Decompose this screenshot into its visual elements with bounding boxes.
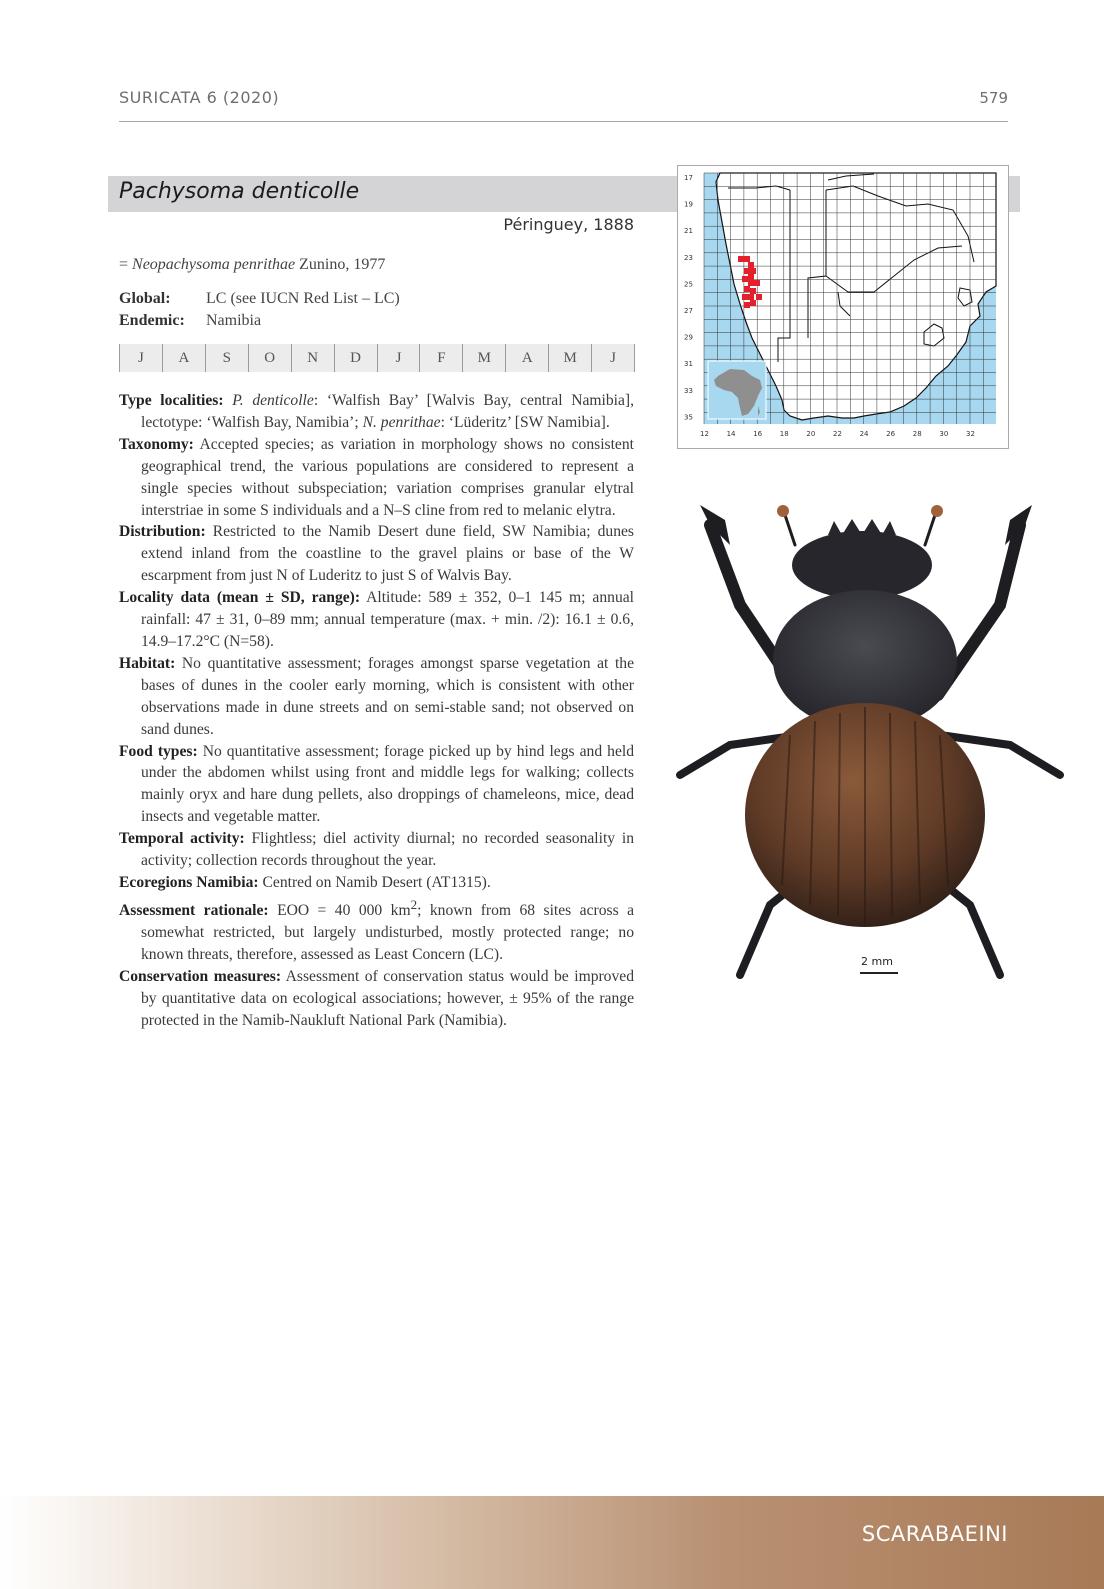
entry-text: Centred on Namib Desert (AT1315). — [258, 873, 491, 891]
distribution-map-svg — [678, 166, 1008, 448]
distribution-entry — [119, 521, 634, 587]
record-square — [742, 294, 748, 300]
global-status-row — [119, 288, 400, 310]
map-x-label: 26 — [886, 430, 896, 438]
superscript: 2 — [410, 896, 418, 912]
beetle-specimen-illustration — [670, 485, 1080, 995]
journal-title: SURICATA 6 (2020) — [119, 88, 280, 107]
temporal-activity-entry — [119, 828, 634, 872]
section-label: SCARABAEINI — [861, 1522, 1008, 1546]
record-square — [744, 286, 750, 292]
month-cell: A — [163, 344, 206, 372]
beetle-head — [792, 531, 932, 599]
entry-text: Assessment of conservation status would be improved by quantitative data on ecological associations; however, ± 95% of the range protected in the Namib-Naukluft National Park (Namibia). — [141, 967, 634, 1029]
record-square — [750, 300, 756, 306]
habitat-entry — [119, 653, 634, 741]
record-square — [756, 294, 762, 300]
synonym-author: Zunino, 1977 — [295, 256, 386, 273]
record-square — [748, 294, 754, 300]
global-label: Global: — [119, 290, 171, 307]
record-square — [750, 268, 756, 274]
record-square — [748, 280, 754, 286]
month-cell: F — [420, 344, 463, 372]
entry-text: Flightless; diel activity diurnal; no recorded seasonality in activity; collection records throughout the year. — [141, 830, 634, 870]
month-cell: M — [463, 344, 506, 372]
map-x-labels — [700, 430, 975, 438]
entry-text: : ‘Walfish Bay’ [Walvis Bay, central Namibia], lectotype: ‘Walfish Bay, Namibia’; — [141, 392, 634, 431]
entry-text: : ‘Lüderitz’ [SW Namibia]. — [440, 413, 610, 431]
scale-bar-label: 2 mm — [861, 955, 893, 968]
record-square — [738, 256, 744, 262]
map-x-label: 30 — [939, 430, 949, 438]
map-x-label: 22 — [833, 430, 842, 438]
map-x-label: 28 — [912, 430, 922, 438]
species-account — [119, 390, 634, 1031]
map-y-label: 29 — [684, 333, 693, 342]
entry-label: Food types: — [119, 742, 198, 760]
month-cell: A — [506, 344, 549, 372]
africa-inset — [708, 361, 766, 419]
month-cell: S — [206, 344, 249, 372]
map-y-label: 21 — [684, 227, 693, 236]
taxonomy-entry — [119, 434, 634, 522]
record-square — [754, 280, 760, 286]
record-square — [750, 288, 756, 294]
locality-entry — [119, 587, 634, 653]
synonym-prefix: = — [119, 256, 133, 273]
map-x-label: 18 — [779, 430, 789, 438]
header-rule — [119, 121, 1008, 122]
endemic-label: Endemic: — [119, 312, 185, 329]
month-cell: O — [249, 344, 292, 372]
map-y-label: 19 — [684, 200, 693, 209]
synonym-name: Neopachysoma penrithae — [132, 256, 296, 273]
month-bar — [119, 344, 635, 372]
taxon-name: N. penrithae — [362, 413, 441, 431]
species-authority: Péringuey, 1888 — [503, 215, 634, 234]
type-localities-entry — [119, 390, 634, 434]
assessment-entry — [119, 894, 634, 966]
species-title: Pachysoma denticolle — [119, 179, 360, 204]
map-y-label: 35 — [684, 413, 693, 422]
map-y-label: 33 — [684, 386, 693, 395]
map-x-label: 32 — [966, 430, 975, 438]
entry-label: Temporal activity: — [119, 830, 245, 848]
map-x-label: 16 — [753, 430, 763, 438]
conservation-entry — [119, 966, 634, 1032]
entry-label: Conservation measures: — [119, 967, 282, 985]
month-cell: D — [335, 344, 378, 372]
month-cell: M — [549, 344, 592, 372]
entry-text: No quantitative assessment; forage picked up by hind legs and held under the abdomen whilst using front and middle legs for walking; collects mainly oryx and hare dung pellets, also droppings of chameleons, mice, dead insects and vegetable matter. — [141, 742, 634, 826]
record-square — [748, 274, 754, 280]
month-cell: J — [378, 344, 421, 372]
entry-label: Ecoregions Namibia: — [119, 873, 259, 891]
entry-label: Assessment rationale: — [119, 902, 269, 920]
entry-label: Habitat: — [119, 654, 176, 672]
ecoregions-entry — [119, 872, 634, 894]
entry-label: Locality data (mean ± SD, range): — [119, 589, 361, 607]
map-y-label: 31 — [684, 360, 693, 369]
endemic-value: Namibia — [206, 312, 262, 329]
month-cell: J — [592, 344, 635, 372]
entry-label: Type localities: — [119, 392, 224, 409]
record-square — [748, 262, 754, 268]
endemic-status-row — [119, 310, 400, 332]
entry-text — [224, 392, 233, 409]
left-antenna-club — [777, 505, 789, 517]
status-block — [119, 288, 400, 332]
record-square — [744, 268, 750, 274]
entry-text: Altitude: 589 ± 352, 0–1 145 m; annual rainfall: 47 ± 31, 0–89 mm; annual temperature (max. + min. /2): 16.1 ± 0.6, 14.9–17.2°C (N=58). — [141, 589, 634, 650]
map-y-label: 23 — [684, 253, 693, 262]
record-square — [744, 256, 750, 262]
global-value: LC (see IUCN Red List – LC) — [206, 290, 400, 307]
entry-text: No quantitative assessment; forages amongst sparse vegetation at the bases of dunes in the cooler early morning, which is consistent with other observations made in dune streets and on semi-stable sand; not observed on sand dunes. — [141, 654, 634, 738]
food-types-entry — [119, 741, 634, 829]
distribution-map — [677, 165, 1009, 449]
right-antenna-club — [931, 505, 943, 517]
month-cell: N — [292, 344, 335, 372]
entry-text: EOO = 40 000 km — [268, 902, 411, 920]
record-square — [742, 276, 748, 282]
map-x-label: 12 — [700, 430, 709, 438]
map-y-label: 17 — [684, 174, 693, 182]
entry-text: Accepted species; as variation in morphology shows no consistent geographical trend, the various populations are considered to represent a single species without subspeciation; variation comprises granular elytral interstriae in some S individuals and a N–S cline from red to melanic elytra. — [141, 435, 634, 519]
scale-bar — [860, 972, 898, 974]
map-x-label: 14 — [726, 430, 736, 438]
page-number: 579 — [979, 89, 1008, 107]
map-y-labels — [684, 174, 693, 421]
taxon-name: P. denticolle — [232, 392, 314, 409]
entry-text: Restricted to the Namib Desert dune field, SW Namibia; dunes extend inland from the coastline to the gravel plains or base of the W escarpment from just N of Luderitz to just S of Walvis Bay. — [141, 523, 634, 585]
entry-text: ; known from 68 sites across a somewhat restricted, but largely undisturbed, mostly protected range; no known threats, therefore, assessed as Least Concern (LC). — [141, 902, 634, 963]
map-x-label: 20 — [806, 430, 816, 438]
map-y-label: 27 — [684, 307, 693, 315]
month-cell: J — [120, 344, 163, 372]
record-square — [744, 302, 750, 308]
synonym-line — [119, 256, 385, 274]
entry-label: Taxonomy: — [119, 435, 194, 453]
entry-label: Distribution: — [119, 523, 206, 541]
map-x-label: 24 — [859, 430, 869, 438]
map-y-label: 25 — [684, 280, 693, 289]
